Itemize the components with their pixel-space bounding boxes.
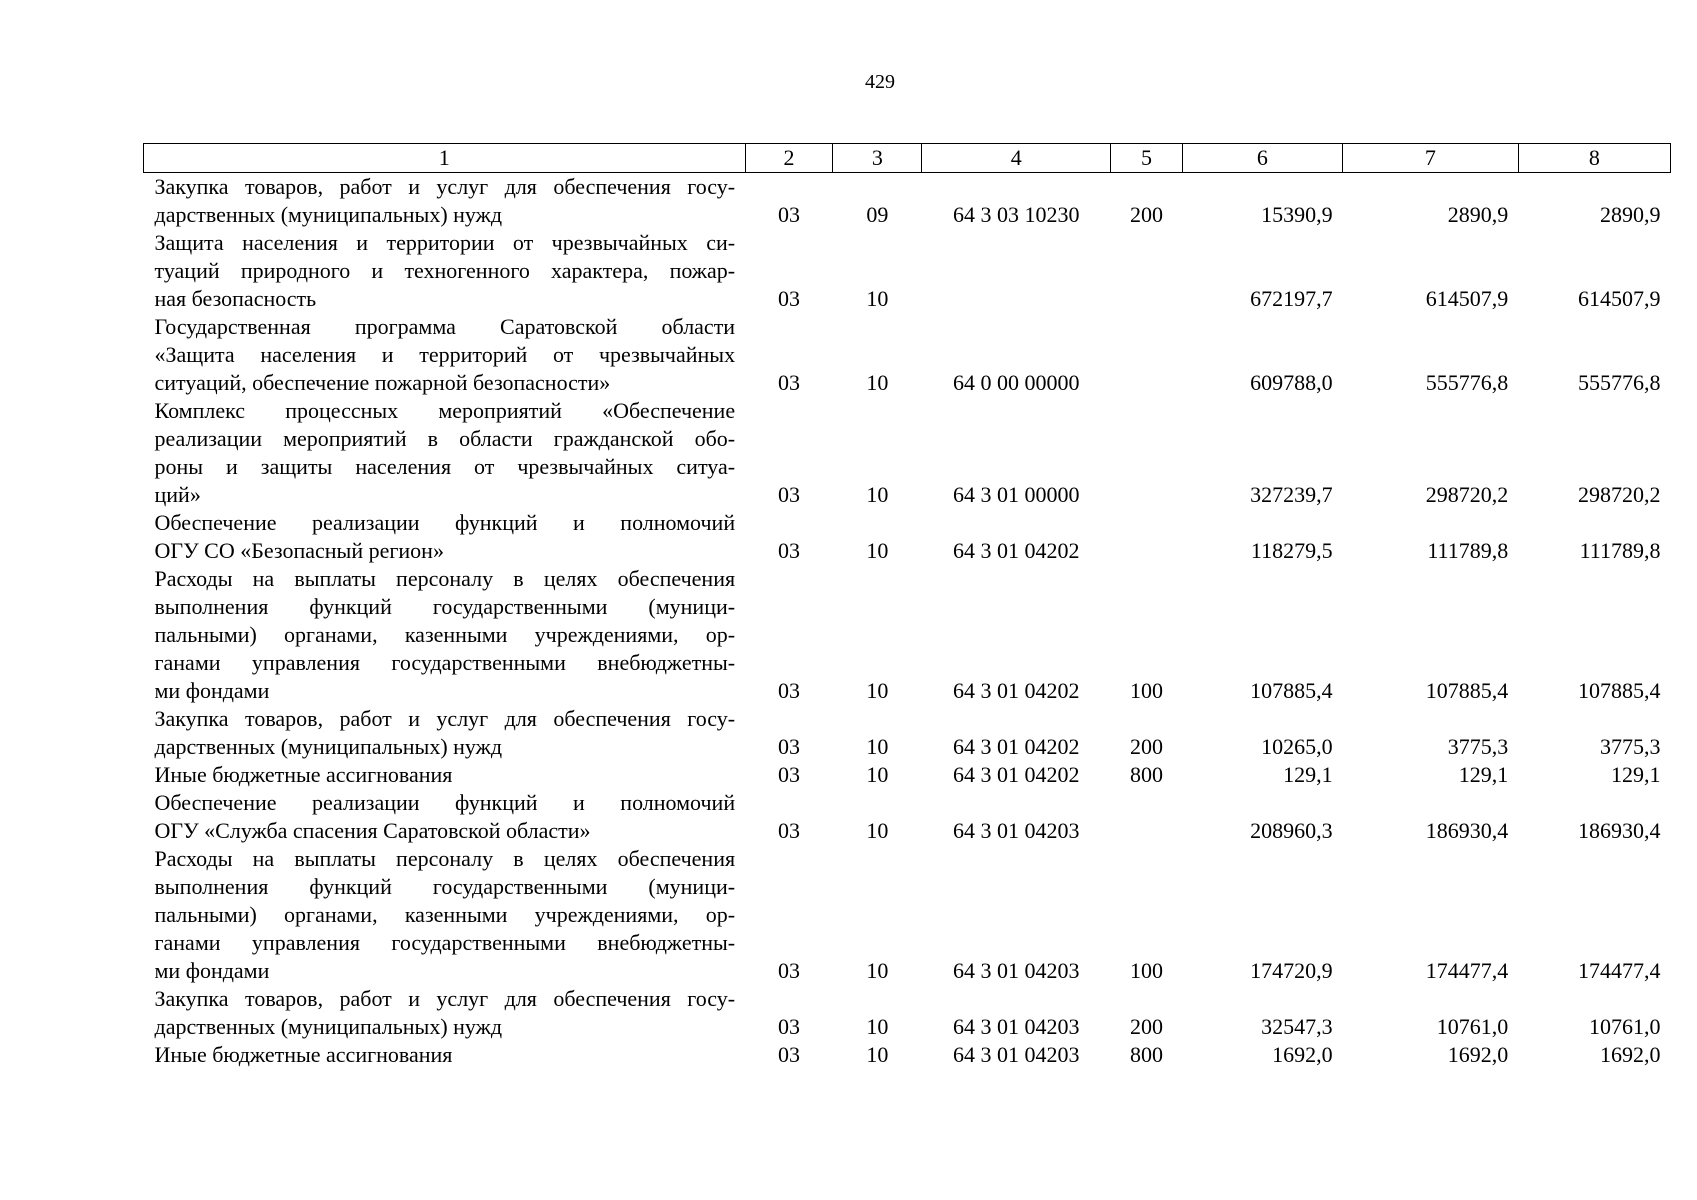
subsection-code: 09	[866, 202, 889, 227]
column-header-2: 2	[745, 144, 833, 173]
amount-col-8: 10761,0	[1589, 1014, 1661, 1039]
description-line: дарственных (муниципальных) нужд	[154, 734, 503, 759]
section-code: 03	[778, 958, 800, 983]
column-header-5: 5	[1111, 144, 1182, 173]
description-line: пальными) органами, казенными учреждениями, ор-	[154, 622, 736, 647]
section-code: 03	[778, 1014, 800, 1039]
target-article-code: 64 0 00 00000	[953, 370, 1080, 395]
description-line: Иные бюджетные ассигнования	[154, 762, 453, 787]
section-code: 03	[778, 1042, 800, 1067]
expense-type-code	[1111, 313, 1182, 397]
target-article-code: 64 3 01 04202	[953, 538, 1080, 563]
target-article-code: 64 3 01 04203	[953, 818, 1080, 843]
expense-type-code	[1111, 229, 1182, 313]
amount-col-7: 129,1	[1458, 762, 1509, 787]
column-header-8: 8	[1518, 144, 1670, 173]
description-line: «Защита населения и территорий от чрезвычайных	[154, 342, 736, 367]
table-row	[144, 313, 1671, 397]
amount-col-7: 555776,8	[1425, 370, 1509, 395]
description-line: туаций природного и техногенного характера, пожар-	[154, 258, 736, 283]
section-code: 03	[778, 818, 800, 843]
description-line: выполнения функций государственными (муници-	[154, 874, 736, 899]
amount-col-8: 3775,3	[1600, 734, 1661, 759]
budget-table	[143, 143, 1671, 1069]
table-row	[144, 761, 1671, 789]
amount-col-8: 555776,8	[1578, 370, 1661, 395]
description-line: ОГУ СО «Безопасный регион»	[154, 538, 444, 563]
row-description	[144, 173, 746, 230]
table-row	[144, 229, 1671, 313]
amount-col-7: 1692,0	[1447, 1042, 1509, 1067]
target-article-code: 64 3 03 10230	[953, 202, 1080, 227]
description-line: ОГУ «Служба спасения Саратовской области»	[154, 818, 591, 843]
subsection-code: 10	[866, 762, 889, 787]
table-row	[144, 845, 1671, 985]
amount-col-6: 672197,7	[1250, 286, 1333, 311]
amount-col-6: 129,1	[1283, 762, 1333, 787]
description-line: ганами управления государственными внебюджетны-	[154, 650, 736, 675]
row-description	[144, 313, 746, 397]
amount-col-7: 174477,4	[1425, 958, 1509, 983]
amount-col-7: 111789,8	[1427, 538, 1509, 563]
description-line: ганами управления государственными внебюджетны-	[154, 930, 736, 955]
subsection-code: 10	[866, 734, 889, 759]
amount-col-7: 298720,2	[1425, 482, 1509, 507]
amount-col-8: 129,1	[1611, 762, 1661, 787]
table-row	[144, 173, 1671, 230]
section-code: 03	[778, 678, 800, 703]
amount-col-7: 2890,9	[1447, 202, 1509, 227]
column-header-4: 4	[922, 144, 1111, 173]
table-row	[144, 1041, 1671, 1069]
description-line: реализации мероприятий в области гражданской обо-	[154, 426, 736, 451]
description-line: Закупка товаров, работ и услуг для обеспечения госу-	[154, 174, 736, 199]
section-code: 03	[778, 482, 800, 507]
table-row	[144, 985, 1671, 1041]
table-row	[144, 509, 1671, 565]
table-row	[144, 789, 1671, 845]
target-article-code: 64 3 01 04203	[953, 958, 1080, 983]
subsection-code: 10	[866, 286, 889, 311]
section-code: 03	[778, 286, 800, 311]
row-description	[144, 565, 746, 705]
amount-col-8: 111789,8	[1579, 538, 1661, 563]
amount-col-7: 186930,4	[1425, 818, 1509, 843]
subsection-code: 10	[866, 1014, 889, 1039]
target-article-code: 64 3 01 04202	[953, 678, 1080, 703]
amount-col-6: 15390,9	[1261, 202, 1333, 227]
column-header-1: 1	[144, 144, 746, 173]
expense-type-code: 800	[1129, 1042, 1163, 1067]
row-description	[144, 229, 746, 313]
table-row	[144, 397, 1671, 509]
amount-col-7: 614507,9	[1425, 286, 1509, 311]
target-article-code: 64 3 01 04202	[953, 734, 1080, 759]
description-line: ми фондами	[154, 958, 270, 983]
amount-col-6: 32547,3	[1261, 1014, 1333, 1039]
section-code: 03	[778, 734, 800, 759]
amount-col-7: 10761,0	[1436, 1014, 1509, 1039]
amount-col-8: 298720,2	[1578, 482, 1661, 507]
subsection-code: 10	[866, 1042, 889, 1067]
subsection-code: 10	[866, 538, 889, 563]
description-line: дарственных (муниципальных) нужд	[154, 202, 503, 227]
header-row	[144, 144, 1671, 173]
description-line: выполнения функций государственными (муници-	[154, 594, 736, 619]
target-article-code: 64 3 01 00000	[953, 482, 1080, 507]
table-row	[144, 705, 1671, 761]
amount-col-6: 208960,3	[1250, 818, 1333, 843]
description-line: пальными) органами, казенными учреждениями, ор-	[154, 902, 736, 927]
amount-col-6: 107885,4	[1250, 678, 1333, 703]
table-row	[144, 565, 1671, 705]
row-description	[144, 845, 746, 985]
description-line: дарственных (муниципальных) нужд	[154, 1014, 503, 1039]
subsection-code: 10	[866, 370, 889, 395]
table-body	[144, 173, 1671, 1070]
subsection-code: 10	[866, 958, 889, 983]
amount-col-6: 327239,7	[1250, 482, 1333, 507]
description-line: ситуаций, обеспечение пожарной безопасности»	[154, 370, 611, 395]
target-article-code	[922, 229, 1111, 313]
amount-col-7: 107885,4	[1425, 678, 1509, 703]
section-code: 03	[778, 370, 800, 395]
column-header-3: 3	[833, 144, 922, 173]
amount-col-6: 10265,0	[1261, 734, 1333, 759]
subsection-code: 10	[866, 678, 889, 703]
target-article-code: 64 3 01 04202	[953, 762, 1080, 787]
amount-col-6: 174720,9	[1250, 958, 1333, 983]
table-header	[144, 144, 1671, 173]
expense-type-code	[1111, 789, 1182, 845]
row-description	[144, 761, 746, 789]
section-code: 03	[778, 538, 800, 563]
column-header-7: 7	[1343, 144, 1519, 173]
amount-col-8: 1692,0	[1600, 1042, 1661, 1067]
expense-type-code: 200	[1129, 202, 1163, 227]
page-number: 429	[865, 71, 895, 93]
amount-col-8: 186930,4	[1578, 818, 1661, 843]
section-code: 03	[778, 202, 800, 227]
expense-type-code	[1111, 509, 1182, 565]
target-article-code: 64 3 01 04203	[953, 1042, 1080, 1067]
amount-col-6: 118279,5	[1250, 538, 1333, 563]
description-line: Иные бюджетные ассигнования	[154, 1042, 453, 1067]
expense-type-code: 200	[1129, 1014, 1163, 1039]
target-article-code: 64 3 01 04203	[953, 1014, 1080, 1039]
description-line: Закупка товаров, работ и услуг для обеспечения госу-	[154, 986, 736, 1011]
description-line: Защита населения и территории от чрезвычайных си-	[154, 230, 736, 255]
subsection-code: 10	[866, 818, 889, 843]
description-line: ций»	[154, 482, 201, 507]
column-header-6: 6	[1182, 144, 1342, 173]
description-line: Комплекс процессных мероприятий «Обеспечение	[154, 398, 736, 423]
description-line: Закупка товаров, работ и услуг для обеспечения госу-	[154, 706, 736, 731]
description-line: Обеспечение реализации функций и полномочий	[154, 790, 736, 815]
description-line: роны и защиты населения от чрезвычайных ситуа-	[154, 454, 736, 479]
amount-col-8: 107885,4	[1578, 678, 1661, 703]
description-line: Государственная программа Саратовской области	[154, 314, 736, 339]
amount-col-6: 609788,0	[1250, 370, 1333, 395]
row-description	[144, 789, 746, 845]
expense-type-code: 200	[1129, 734, 1163, 759]
description-line: Расходы на выплаты персоналу в целях обеспечения	[154, 566, 736, 591]
section-code: 03	[778, 762, 800, 787]
row-description	[144, 397, 746, 509]
amount-col-7: 3775,3	[1447, 734, 1509, 759]
expense-type-code: 100	[1129, 958, 1163, 983]
description-line: ная безопасность	[154, 286, 317, 311]
expense-type-code	[1111, 397, 1182, 509]
row-description	[144, 985, 746, 1041]
amount-col-6: 1692,0	[1272, 1042, 1333, 1067]
amount-col-8: 2890,9	[1600, 202, 1661, 227]
expense-type-code: 800	[1129, 762, 1163, 787]
subsection-code: 10	[866, 482, 889, 507]
description-line: Обеспечение реализации функций и полномочий	[154, 510, 736, 535]
expense-type-code: 100	[1129, 678, 1163, 703]
description-line: ми фондами	[154, 678, 270, 703]
row-description	[144, 705, 746, 761]
amount-col-8: 174477,4	[1578, 958, 1661, 983]
description-line: Расходы на выплаты персоналу в целях обеспечения	[154, 846, 736, 871]
row-description	[144, 1041, 746, 1069]
row-description	[144, 509, 746, 565]
amount-col-8: 614507,9	[1578, 286, 1661, 311]
